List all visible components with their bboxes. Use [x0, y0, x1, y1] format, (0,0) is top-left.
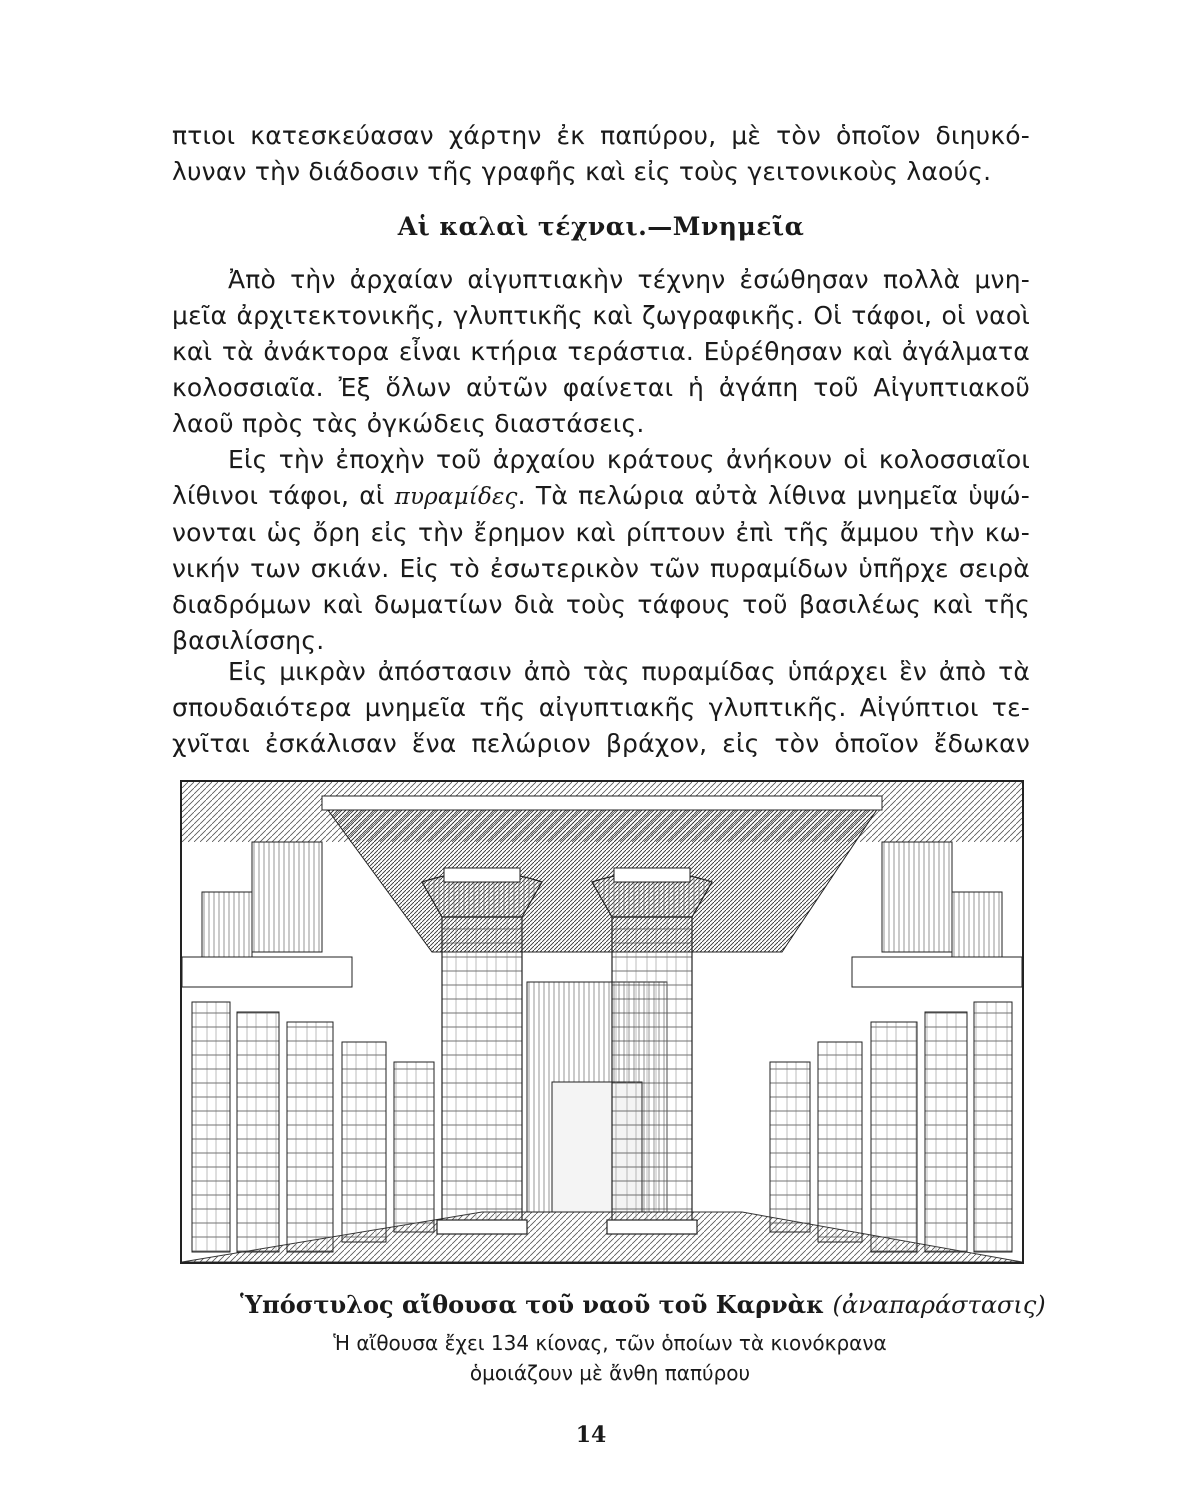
heading-part-2: Μνημεῖα	[672, 212, 805, 241]
text-line: καὶ τὰ ἀνάκτορα εἶναι κτήρια τεράστια. Εὑρέθησαν καὶ ἀγάλματα	[172, 337, 1030, 366]
text-line: σπουδαιότερα μνημεῖα τῆς αἰγυπτιακῆς γλυπτικῆς. Αἰγύπτιοι τε-	[172, 693, 1030, 722]
text-line: νικήν των σκιάν. Εἰς τὸ ἐσωτερικὸν τῶν πυραμίδων ὑπῆρχε σειρὰ	[172, 554, 1030, 583]
text-line: χνῖται ἐσκάλισαν ἕνα πελώριον βράχον, εἰς τὸν ὁποῖον ἔδωκαν	[172, 729, 1030, 758]
text-line: μεῖα ἀρχιτεκτονικῆς, γλυπτικῆς καὶ ζωγραφικῆς. Οἱ τάφοι, οἱ ναοὶ	[172, 301, 1030, 330]
paragraph-continuation	[172, 118, 1030, 190]
engraving-drawing	[182, 782, 1022, 1262]
text-line: Εἰς μικρὰν ἀπόστασιν ἀπὸ τὰς πυραμίδας ὑπάρχει ἓν ἀπὸ τὰ	[228, 657, 1030, 686]
text-line: κολοσσιαῖα. Ἐξ ὅλων αὐτῶν φαίνεται ἡ ἀγάπη τοῦ Αἰγυπτιακοῦ	[172, 373, 1030, 402]
text-line	[172, 478, 1030, 515]
text-line: πτιοι κατεσκεύασαν χάρτην ἐκ παπύρου, μὲ τὸν ὁποῖον διηυκό-	[172, 121, 1030, 150]
text-line: βασιλίσσης.	[172, 626, 325, 655]
paragraph-3	[172, 654, 1030, 762]
text-line: Ἀπὸ τὴν ἀρχαίαν αἰγυπτιακὴν τέχνην ἐσώθησαν πολλὰ μνη-	[228, 265, 1030, 294]
text-line: νονται ὡς ὄρη εἰς τὴν ἔρημον καὶ ρίπτουν ἐπὶ τῆς ἄμμου τὴν κω-	[172, 518, 1030, 547]
section-heading	[172, 212, 1030, 241]
caption-note: (ἀναπαράστασις)	[832, 1291, 1046, 1319]
paragraph-2	[172, 442, 1030, 659]
text-line: διαδρόμων καὶ δωματίων διὰ τοὺς τάφους τοῦ βασιλέως καὶ τῆς	[172, 590, 1030, 619]
text-run: . Τὰ πελώρια αὐτὰ λίθινα μνημεῖα ὑψώ-	[517, 481, 1030, 510]
heading-dash: —	[647, 212, 673, 241]
figure-caption-line: ὁμοιάζουν μὲ ἄνθη παπύρου	[469, 1361, 751, 1385]
page-number: 14	[575, 1422, 607, 1448]
figure-caption-line: Ἡ αἴθουσα ἔχει 134 κίονας, τῶν ὁποίων τὰ κιονόκρανα	[333, 1331, 887, 1355]
karnak-hall-illustration	[180, 780, 1024, 1264]
caption-title-text: Ὑπόστυλος αἴθουσα τοῦ ναοῦ τοῦ Καρνὰκ	[240, 1290, 825, 1319]
figure-caption-title	[240, 1290, 1046, 1319]
paragraph-1	[172, 262, 1030, 442]
italic-term-pyramids: πυραμίδες	[394, 484, 518, 510]
text-line: Εἰς τὴν ἐποχὴν τοῦ ἀρχαίου κράτους ἀνήκουν οἱ κολοσσιαῖοι	[228, 445, 1030, 474]
text-line: λαοῦ πρὸς τὰς ὀγκώδεις διαστάσεις.	[172, 409, 645, 438]
text-run: λίθινοι τάφοι, αἱ	[172, 481, 395, 510]
heading-part-1: Αἱ καλαὶ τέχναι.	[397, 212, 648, 241]
text-line: λυναν τὴν διάδοσιν τῆς γραφῆς καὶ εἰς τοὺς γειτονικοὺς λαούς.	[172, 157, 992, 186]
